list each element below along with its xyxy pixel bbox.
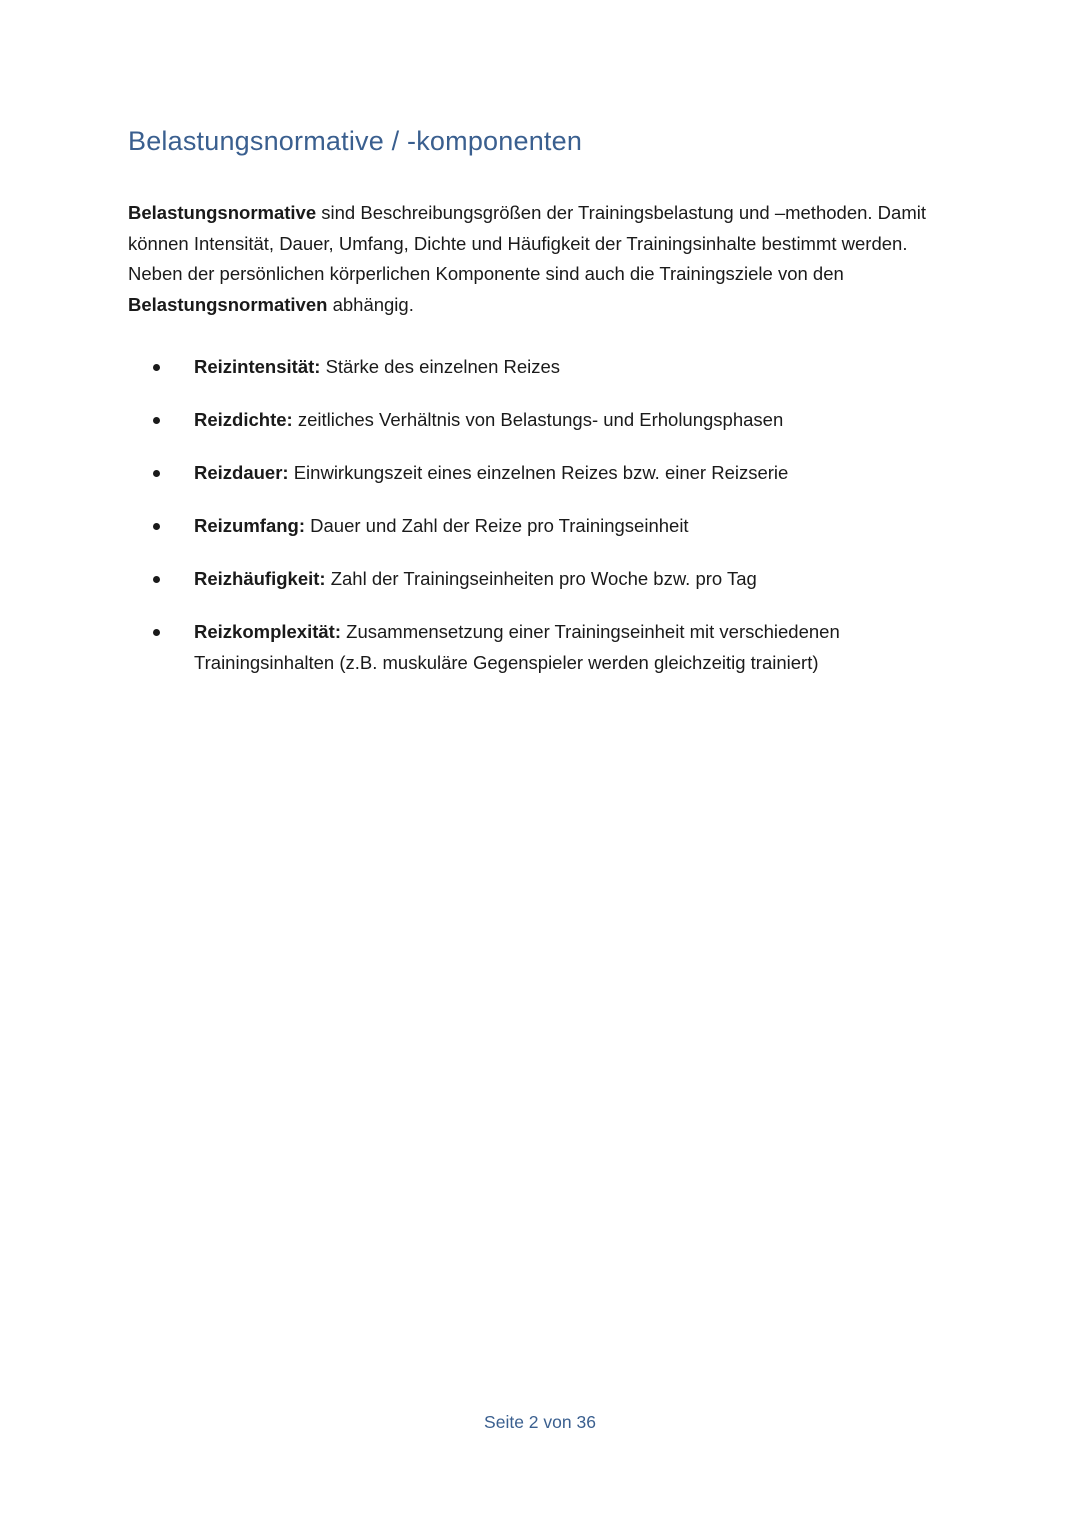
bullet-icon: [153, 364, 160, 371]
bullet-icon: [153, 523, 160, 530]
bullet-icon: [153, 470, 160, 477]
list-item: [128, 564, 948, 595]
list-item-term: Reizkomplexität:: [194, 621, 342, 642]
intro-bold-term-2: Belastungsnormativen: [128, 293, 328, 315]
list-item-term: Reizintensität:: [194, 356, 321, 377]
list-item-text: zeitliches Verhältnis von Belastungs- und Erholungsphasen: [292, 409, 784, 430]
list-item-term: Reizumfang:: [194, 515, 305, 536]
list-item-term: Reizhäufigkeit:: [194, 568, 326, 589]
intro-bold-term-1: Belastungsnormative: [128, 202, 317, 223]
bullet-icon: [153, 576, 160, 583]
list-item: [128, 617, 948, 678]
list-item: [128, 458, 948, 489]
bullet-icon: [153, 629, 160, 636]
intro-text-1: sind Beschreibungsgrößen der Trainingsbelastung und –methoden. Damit können Intensität, Dauer, Umfang, Dichte und Häufigkeit der Trainingsinhalte bestimmt werden. Neben der persönlichen körperlichen Komponente sind auch die Trainingsziele von den: [128, 202, 926, 284]
bullet-list: [128, 352, 948, 701]
intro-paragraph: [128, 198, 948, 320]
list-item-text: Zahl der Trainingseinheiten pro Woche bzw. pro Tag: [325, 568, 757, 589]
list-item: [128, 405, 948, 436]
section-heading: Belastungsnormative / -komponenten: [128, 126, 583, 156]
list-item-term: Reizdauer:: [194, 462, 289, 483]
page-number-footer: Seite 2 von 36: [484, 1412, 596, 1432]
bullet-icon: [153, 417, 160, 424]
list-item-text: Stärke des einzelnen Reizes: [320, 356, 561, 377]
list-item-term: Reizdichte:: [194, 409, 293, 430]
list-item-text: Einwirkungszeit eines einzelnen Reizes bzw. einer Reizserie: [288, 462, 789, 483]
list-item: [128, 352, 948, 383]
intro-text-2: abhängig.: [327, 293, 414, 315]
list-item-text: Zusammensetzung einer Trainingseinheit mit verschiedenen Trainingsinhalten (z.B. muskuläre Gegenspieler werden gleichzeitig trainiert): [194, 621, 840, 673]
list-item: [128, 511, 948, 542]
list-item-text: Dauer und Zahl der Reize pro Trainingseinheit: [305, 515, 689, 536]
